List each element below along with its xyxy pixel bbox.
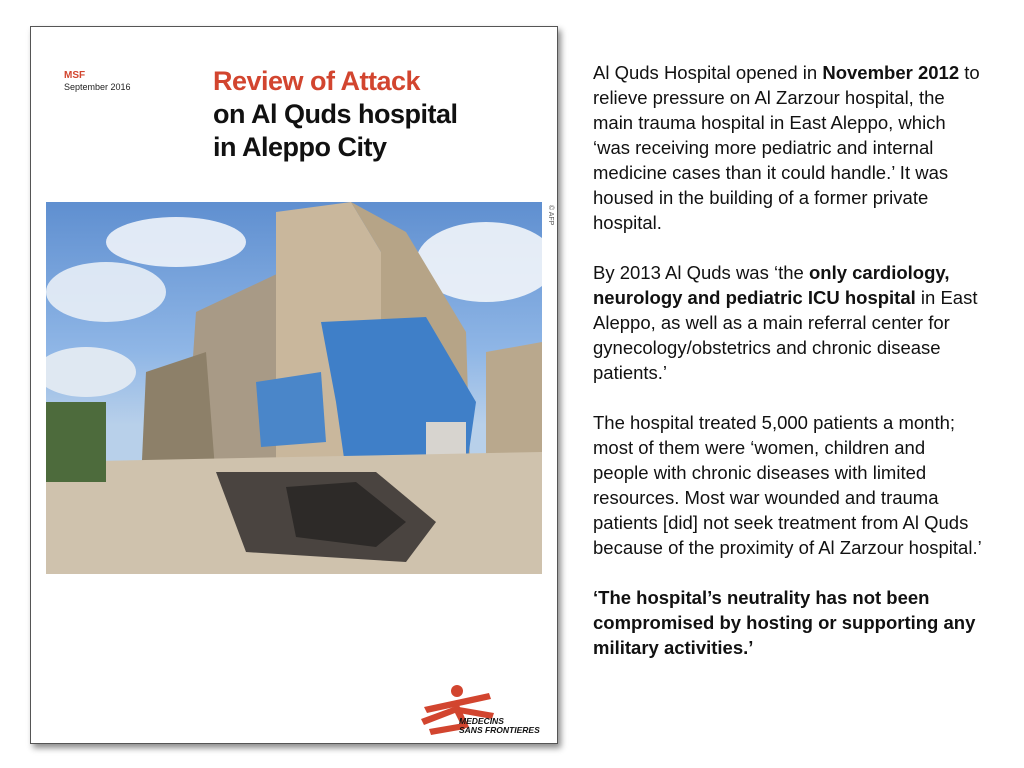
body-paragraph [593, 410, 983, 560]
report-title [213, 65, 458, 164]
text-segment: By 2013 Al Quds was ‘the [593, 262, 809, 283]
bold-text: ‘The hospital’s neutrality has not been compromised by hosting or supporting any military activities.’ [593, 587, 976, 658]
title-line-1: Review of Attack [213, 66, 421, 96]
photo-credit: © AFP [547, 205, 554, 226]
report-cover [30, 26, 558, 744]
text-segment: in East Aleppo, as well as a main referral center for gynecology/obstetrics and chronic disease patients.’ [593, 287, 978, 383]
msf-logo-text [459, 717, 540, 735]
logo-text-line-2: SANS FRONTIERES [459, 725, 540, 735]
text-segment: Al Quds Hospital opened in [593, 62, 823, 83]
title-line-2: on Al Quds hospital [213, 99, 458, 129]
body-paragraph [593, 260, 983, 385]
report-date: September 2016 [64, 82, 131, 92]
title-line-3: in Aleppo City [213, 132, 387, 162]
bold-text: only cardiology, neurology and pediatric ICU hospital [593, 262, 950, 308]
bold-text: November 2012 [822, 62, 960, 83]
text-segment: to relieve pressure on Al Zarzour hospital, the main trauma hospital in East Aleppo, which ‘was receiving more pediatric and internal medicine cases than it could handle.’ It was housed in the building of a former private hospital. [593, 62, 980, 233]
text-segment: The hospital treated 5,000 patients a month; most of them were ‘women, children and people with chronic diseases with limited resources. Most war wounded and trauma patients [did] not seek treatment from Al Quds because of the proximity of Al Zarzour hospital.’ [593, 412, 982, 558]
cover-photo-damaged-hospital [46, 202, 542, 574]
slide-body-text [593, 60, 983, 685]
publisher-label: MSF [64, 70, 86, 81]
body-paragraph [593, 60, 983, 235]
body-paragraph [593, 585, 983, 660]
logo-text-line-1: MEDECINS [459, 716, 504, 726]
